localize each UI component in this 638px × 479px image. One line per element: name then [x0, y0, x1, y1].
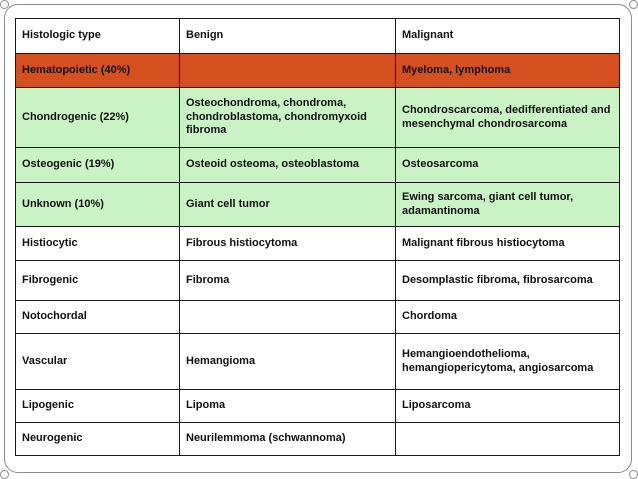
bone-tumor-classification-table: [15, 18, 620, 456]
cell-malignant: Ewing sarcoma, giant cell tumor, adamantinoma: [396, 183, 620, 227]
header-benign: Benign: [180, 19, 396, 54]
table-header-row: [16, 19, 620, 54]
frame-corner-top-right: [629, 0, 638, 9]
cell-benign: Hemangioma: [180, 334, 396, 390]
cell-type: Histiocytic: [16, 227, 180, 261]
cell-type: Chondrogenic (22%): [16, 88, 180, 148]
table-row-lipogenic: [16, 390, 620, 423]
table-row-notochordal: [16, 301, 620, 334]
cell-benign: Osteochondroma, chondroma, chondroblastoma, chondromyxoid fibroma: [180, 88, 396, 148]
cell-type: Osteogenic (19%): [16, 148, 180, 183]
table-row-chondrogenic: [16, 88, 620, 148]
cell-type: Fibrogenic: [16, 261, 180, 301]
cell-benign: Giant cell tumor: [180, 183, 396, 227]
table-row-fibrogenic: [16, 261, 620, 301]
cell-benign: Lipoma: [180, 390, 396, 423]
cell-type: Notochordal: [16, 301, 180, 334]
cell-type: Unknown (10%): [16, 183, 180, 227]
cell-benign: Neurilemmoma (schwannoma): [180, 423, 396, 456]
table-row-osteogenic: [16, 148, 620, 183]
table-row-neurogenic: [16, 423, 620, 456]
cell-malignant: Liposarcoma: [396, 390, 620, 423]
cell-benign: [180, 54, 396, 88]
cell-malignant: Osteosarcoma: [396, 148, 620, 183]
cell-malignant: Malignant fibrous histiocytoma: [396, 227, 620, 261]
cell-malignant: Myeloma, lymphoma: [396, 54, 620, 88]
cell-malignant: Chordoma: [396, 301, 620, 334]
cell-malignant: Desomplastic fibroma, fibrosarcoma: [396, 261, 620, 301]
cell-malignant: [396, 423, 620, 456]
cell-type: Lipogenic: [16, 390, 180, 423]
cell-type: Neurogenic: [16, 423, 180, 456]
frame-corner-bottom-right: [629, 470, 638, 479]
frame-corner-bottom-left: [0, 470, 9, 479]
table-row-histiocytic: [16, 227, 620, 261]
cell-malignant: Hemangioendothelioma, hemangiopericytoma, angiosarcoma: [396, 334, 620, 390]
cell-benign: [180, 301, 396, 334]
cell-benign: Fibrous histiocytoma: [180, 227, 396, 261]
table-row-vascular: [16, 334, 620, 390]
table-row-unknown: [16, 183, 620, 227]
header-histologic-type: Histologic type: [16, 19, 180, 54]
frame-corner-top-left: [0, 0, 9, 9]
cell-type: Hematopoietic (40%): [16, 54, 180, 88]
table-row-hematopoietic: [16, 54, 620, 88]
header-malignant: Malignant: [396, 19, 620, 54]
cell-benign: Osteoid osteoma, osteoblastoma: [180, 148, 396, 183]
cell-type: Vascular: [16, 334, 180, 390]
cell-malignant: Chondroscarcoma, dedifferentiated and mesenchymal chondrosarcoma: [396, 88, 620, 148]
cell-benign: Fibroma: [180, 261, 396, 301]
